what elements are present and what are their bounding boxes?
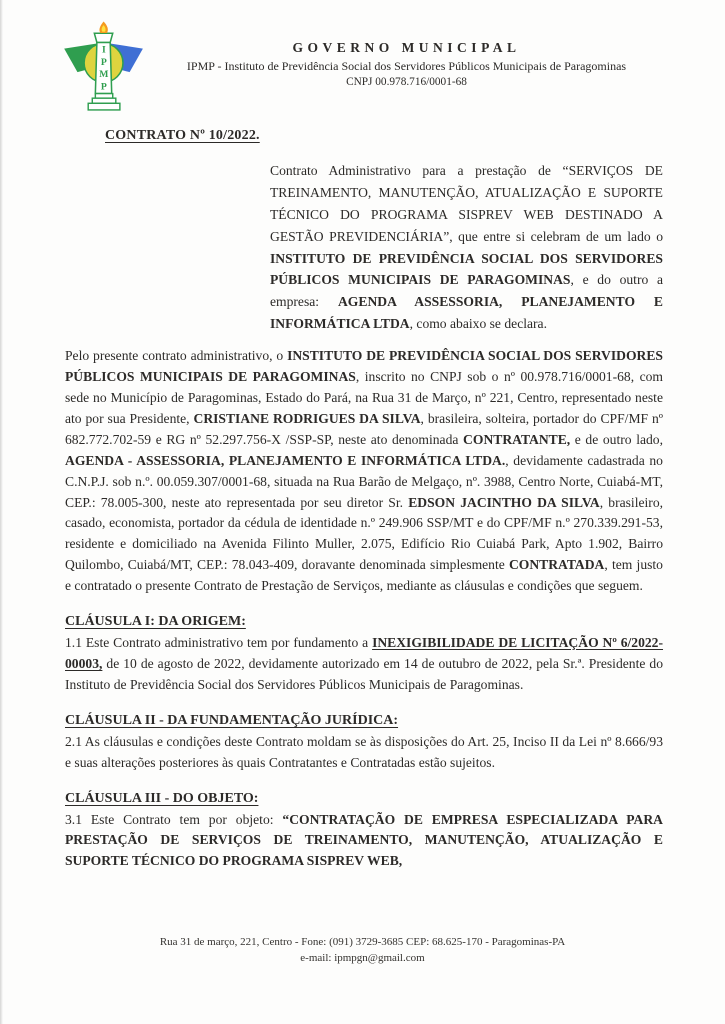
- page-footer: [0, 934, 725, 966]
- footer-address-line: Rua 31 de março, 221, Centro - Fone: (091) 3729-3685 CEP: 68.625-170 - Paragominas-PA: [159, 936, 566, 948]
- clause-1: [65, 611, 663, 696]
- logo-torch-cup-icon: [94, 33, 112, 42]
- clause-2: [65, 710, 663, 774]
- contract-body: [0, 114, 725, 872]
- preamble-paragraph: Contrato Administrativo para a prestação de “SERVIÇOS DE TREINAMENTO, MANUTENÇÃO, ATUALIZAÇÃO E SUPORTE TÉCNICO DO PROGRAMA SISPREV WEB DESTINADO A GESTÃO PREVIDENCIÁRIA”, que entre si celebram de um lado o INSTITUTO DE PREVIDÊNCIA SOCIAL DOS SERVIDORES PÚBLICOS MUNICIPAIS DE PARAGOMINAS, e do outro a empresa: AGENDA ASSESSORIA, PLANEJAMENTO E INFORMÁTICA LTDA, como abaixo se declara.: [270, 162, 663, 332]
- letterhead: [0, 0, 725, 114]
- logo-letter-m: M: [99, 69, 109, 81]
- org-cnpj: CNPJ 00.978.716/0001-68: [346, 76, 467, 88]
- logo-letter-p2: P: [100, 81, 107, 93]
- opening-paragraph: Pelo presente contrato administrativo, o INSTITUTO DE PREVIDÊNCIA SOCIAL DOS SERVIDORES PÚBLICOS MUNICIPAIS DE PARAGOMINAS, inscrito no CNPJ sob o nº 00.978.716/0001-68, com sede no Município de Paragominas, Estado do Pará, na Rua 31 de Março, nº 221, Centro, representado neste ato por sua Presidente, CRISTIANE RODRIGUES DA SILVA, brasileira, solteira, portador do CPF/MF nº 682.772.702-59 e RG nº 52.297.756-X /SSP-SP, neste ato denominada CONTRATANTE, e de outro lado, AGENDA - ASSESSORIA, PLANEJAMENTO E INFORMÁTICA LTDA., devidamente cadastrada no C.N.P.J. sob n.º. 00.059.307/0001-68, situada na Rua Barão de Melgaço, nº. 3988, Centro Norte, Cuiabá-MT, CEP.: 78.005-300, neste ato representada por seu diretor Sr. EDSON JACINTHO DA SILVA, brasileiro, casado, economista, portador da cédula de identidade n.º 249.906 SSP/MT e do CPF/MF n.º 270.339.291-53, residente e domiciliado na Avenida Filinto Muller, 2.075, Edifício Rio Cuiabá Park, Apto 1.902, Bairro Quilombo, Cuiabá/MT, CEP.: 78.043-409, doravante denominada simplesmente CONTRATADA, tem justo e contratado o presente Contrato de Prestação de Serviços, mediante as cláusulas e condições que seguem.: [65, 348, 664, 594]
- logo-letter-i: I: [101, 44, 106, 56]
- logo-base-step2-icon: [92, 98, 116, 103]
- clause-2-body: 2.1 As cláusulas e condições deste Contrato moldam se às disposições do Art. 25, Inciso II da Lei nº 8.666/93 e suas alterações posteriores às quais Contratantes e Contratadas estão sujeitos.: [65, 733, 663, 770]
- logo-base-step3-icon: [88, 103, 120, 110]
- clause-3-heading: CLÁUSULA III - DO OBJETO:: [65, 790, 259, 806]
- ipmp-logo: [56, 20, 148, 114]
- letterhead-text: [148, 20, 665, 88]
- clause-1-heading: CLÁUSULA I: DA ORIGEM:: [65, 614, 246, 630]
- clause-3: [65, 788, 663, 873]
- logo-letter-p1: P: [100, 56, 107, 68]
- org-subtitle: IPMP - Instituto de Previdência Social dos Servidores Públicos Municipais de Paragominas: [186, 59, 627, 73]
- clause-3-body: 3.1 Este Contrato tem por objeto: “CONTRATAÇÃO DE EMPRESA ESPECIALIZADA PARA PRESTAÇÃO DE SERVIÇOS DE TREINAMENTO, MANUTENÇÃO, ATUALIZAÇÃO E SUPORTE TÉCNICO DO PROGRAMA SISPREV WEB,: [65, 811, 663, 869]
- footer-email-line: e-mail: ipmpgn@gmail.com: [300, 952, 425, 964]
- org-title: GOVERNO MUNICIPAL: [292, 40, 521, 55]
- clause-2-heading: CLÁUSULA II - DA FUNDAMENTAÇÃO JURÍDICA:: [65, 712, 399, 728]
- contract-number: CONTRATO Nº 10/2022.: [105, 128, 260, 143]
- clause-1-body: 1.1 Este Contrato administrativo tem por fundamento a INEXIGIBILIDADE DE LICITAÇÃO Nº 6/2022-00003, de 10 de agosto de 2022, devidamente autorizado em 14 de outubro de 2022, pela Sr.ª. Presidente do Instituto de Previdência Social dos Servidores Públicos Municipais de Paragominas.: [65, 635, 664, 692]
